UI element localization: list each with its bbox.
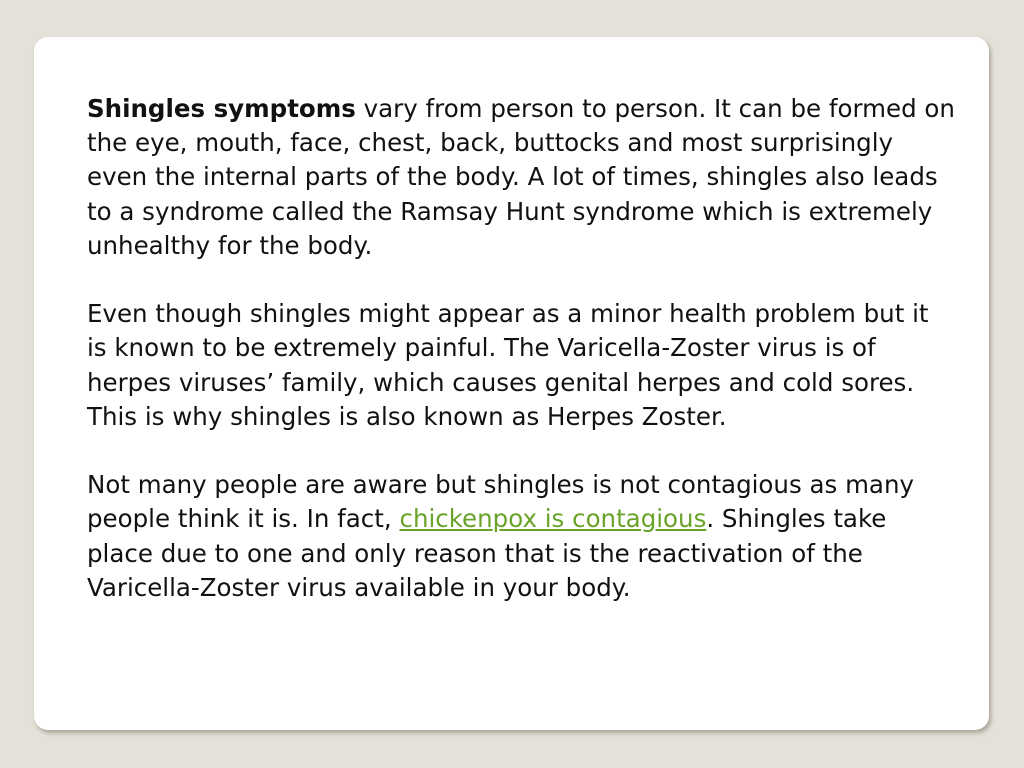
paragraph-symptoms <box>87 92 955 263</box>
paragraph-contagion <box>87 468 955 605</box>
paragraph-text-after-link: . Shingles take place due to one and only reason that is the reactivation of the Varicella-Zoster virus available in your body. <box>87 504 887 602</box>
paragraph-pain <box>87 297 955 434</box>
paragraph-text: Even though shingles might appear as a minor health problem but it is known to be extremely painful. The Varicella-Zoster virus is of herpes viruses’ family, which causes genital herpes and cold sores. This is why shingles is also known as Herpes Zoster. <box>87 299 929 431</box>
paragraph-text-before-link: Not many people are aware but shingles is not contagious as many people think it is. In fact, <box>87 470 914 534</box>
chickenpox-link[interactable]: chickenpox is contagious <box>399 504 707 534</box>
slide-card <box>34 37 989 730</box>
text-content <box>87 92 955 605</box>
paragraph-text: vary from person to person. It can be formed on the eye, mouth, face, chest, back, buttocks and most surprisingly even the internal parts of the body. A lot of times, shingles also leads to a syndrome called the Ramsay Hunt syndrome which is extremely unhealthy for the body. <box>87 94 955 260</box>
bold-lead: Shingles symptoms <box>87 94 356 123</box>
